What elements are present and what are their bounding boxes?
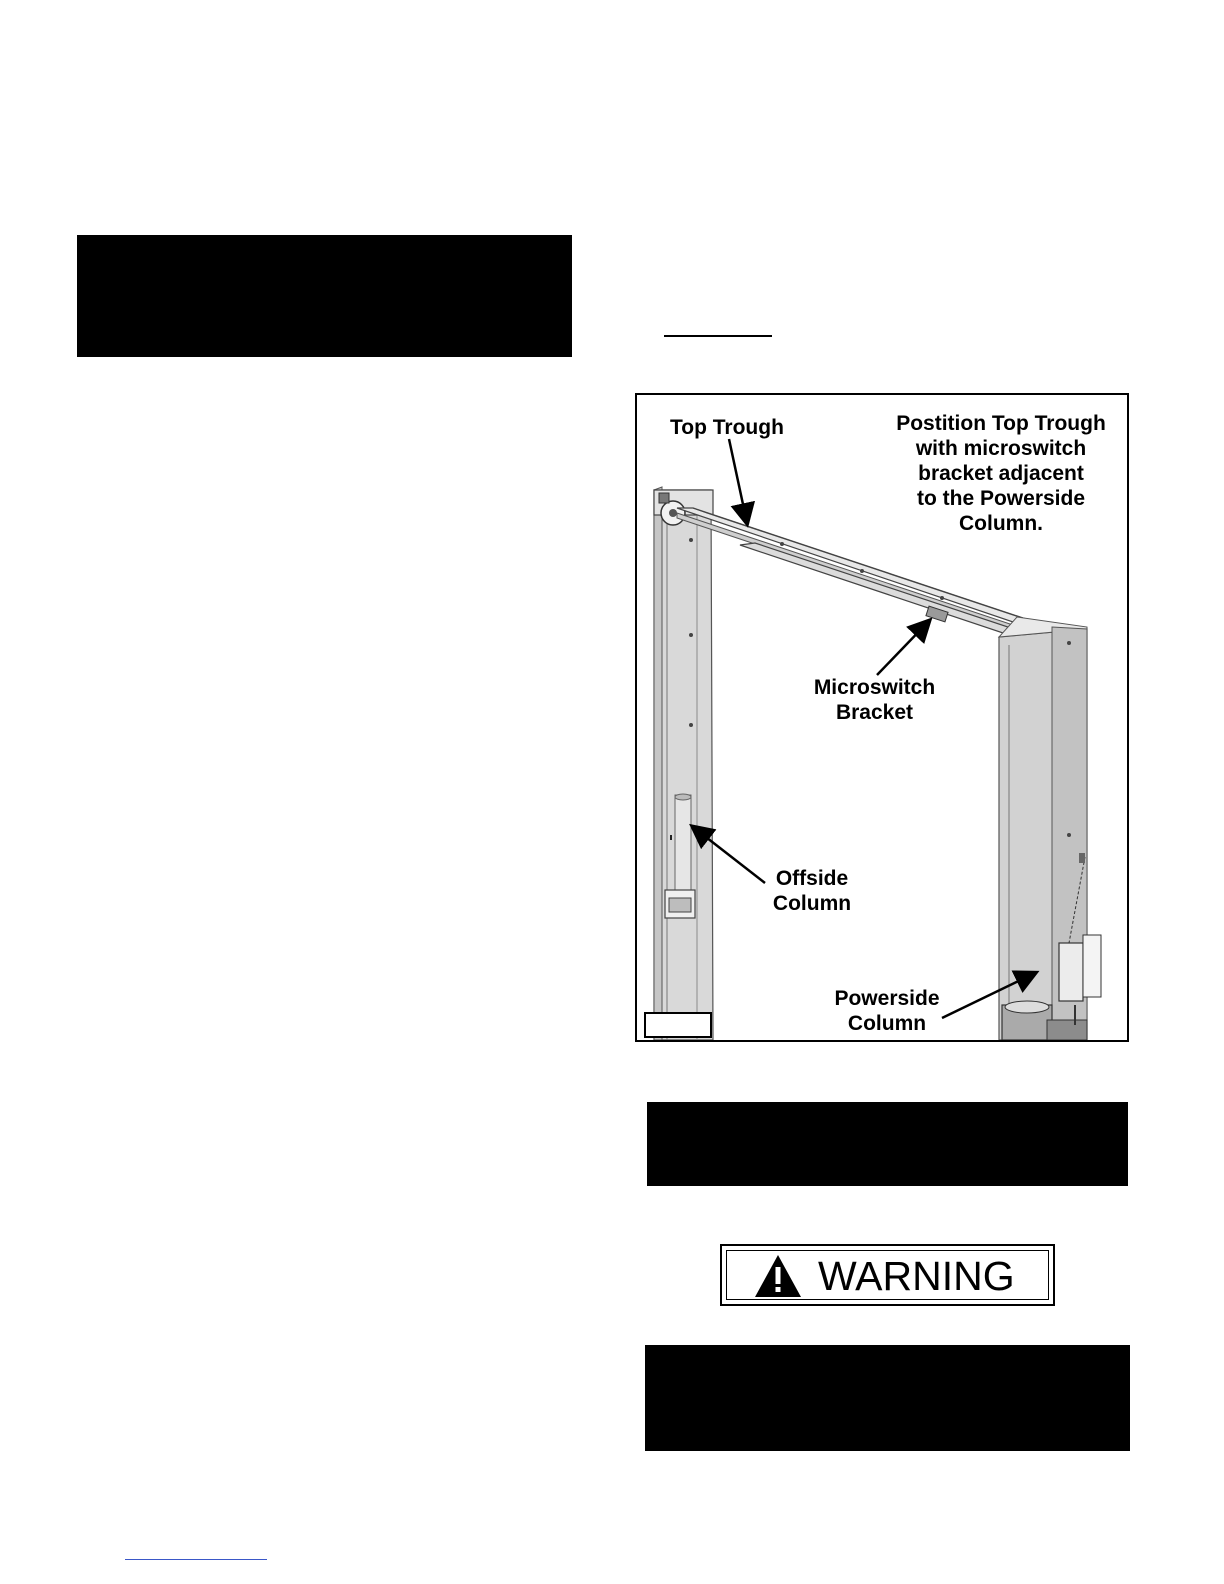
- callout-powerside-line: Column: [847, 1012, 927, 1035]
- callout-top-trough: [670, 415, 784, 440]
- microswitch-arrow: [877, 621, 929, 675]
- warning-label: [720, 1244, 1055, 1306]
- callout-instruction: [881, 411, 1121, 536]
- warning-text: WARNING: [818, 1253, 1015, 1299]
- callout-powerside-column: [822, 986, 952, 1036]
- top-trough-installation-figure: [635, 393, 1129, 1042]
- callout-instruction-line: to the Powerside: [916, 487, 1086, 510]
- callout-instruction-line: Column.: [959, 512, 1043, 535]
- callout-top-trough-text: Top Trough: [670, 416, 784, 439]
- callout-microswitch-line: Microswitch: [813, 676, 936, 699]
- callout-microswitch-line: Bracket: [835, 701, 914, 724]
- offside-column-shape: [654, 490, 713, 1040]
- callout-offside-line: Column: [772, 892, 852, 915]
- callout-instruction-line: with microswitch: [915, 437, 1087, 460]
- warning-triangle-icon: [754, 1254, 802, 1298]
- callout-microswitch-bracket: [802, 675, 947, 725]
- redacted-warning-body: [645, 1345, 1130, 1451]
- callout-instruction-line: Postition Top Trough: [896, 412, 1106, 435]
- heading-underline: [664, 335, 772, 337]
- callout-offside-column: [757, 866, 867, 916]
- callout-powerside-line: Powerside: [834, 987, 940, 1010]
- redacted-caption-block: [647, 1102, 1128, 1186]
- figure-number-box: [644, 1012, 712, 1038]
- top-trough-arrow: [729, 439, 747, 523]
- footer-link-underline[interactable]: [125, 1559, 267, 1560]
- callout-instruction-line: bracket adjacent: [918, 462, 1084, 485]
- redacted-header-block-left: [77, 235, 572, 357]
- callout-offside-line: Offside: [775, 867, 849, 890]
